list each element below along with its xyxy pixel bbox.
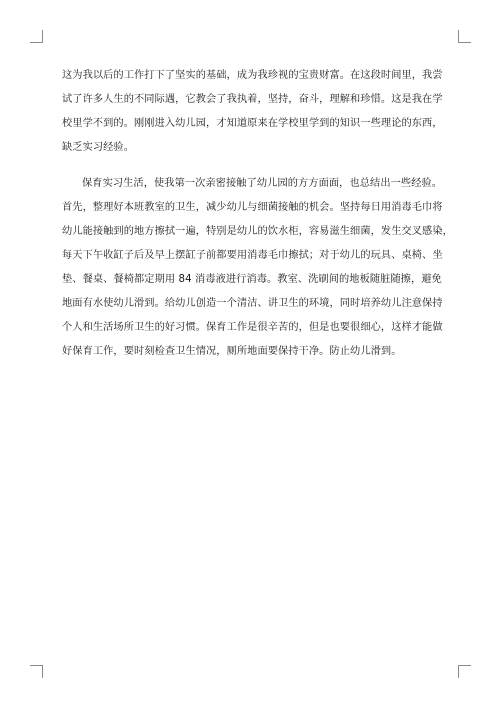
paragraph-line: 地面有水使幼儿滑到。给幼儿创造一个清洁、讲卫生的环境，同时培养幼儿注意保持 <box>62 298 443 309</box>
crop-mark-bottom-right <box>458 665 471 678</box>
paragraph-line: 幼儿能接触到的地方擦拭一遍，特别是幼儿的饮水柜，容易滋生细菌，发生交叉感染， <box>62 226 453 237</box>
crop-mark-bottom-left <box>30 665 43 678</box>
paragraph-line: 缺乏实习经验。 <box>62 142 135 153</box>
paragraph-line: 校里学不到的。刚刚进入幼儿园，才知道原来在学校里学到的知识一些理论的东西， <box>62 118 443 129</box>
paragraph-line: 好保育工作，要时刻检查卫生情况，厕所地面要保持干净。防止幼儿滑到。 <box>62 346 402 357</box>
crop-mark-top-right <box>458 30 471 43</box>
paragraph-line: 这为我以后的工作打下了坚实的基础，成为我珍视的宝贵财富。在这段时间里，我尝 <box>62 70 443 81</box>
paragraph-line: 试了许多人生的不同际遇，它教会了我执着，坚持，奋斗，理解和珍惜。这是我在学 <box>62 94 443 105</box>
paragraph-line: 首先，整理好本班教室的卫生，减少幼儿与细菌接触的机会。坚持每日用消毒毛巾将 <box>62 202 443 213</box>
paragraph-line: 保育实习生活，使我第一次亲密接触了幼儿园的方方面面，也总结出一些经验。 <box>82 178 443 189</box>
document-body <box>62 64 453 376</box>
paragraph-1 <box>62 64 443 160</box>
paragraph-line: 垫、餐桌、餐椅都定期用 84 消毒液进行消毒。教室、洗刷间的地板随脏随擦，避免 <box>62 274 442 285</box>
crop-mark-top-left <box>30 30 43 43</box>
paragraph-line: 个人和生活场所卫生的好习惯。保育工作是很辛苦的，但是也要很细心，这样才能做 <box>62 322 443 333</box>
paragraph-line: 每天下午收缸子后及早上摆缸子前都要用消毒毛巾擦拭；对于幼儿的玩具、桌椅、坐 <box>62 250 443 261</box>
paragraph-2 <box>62 172 453 364</box>
